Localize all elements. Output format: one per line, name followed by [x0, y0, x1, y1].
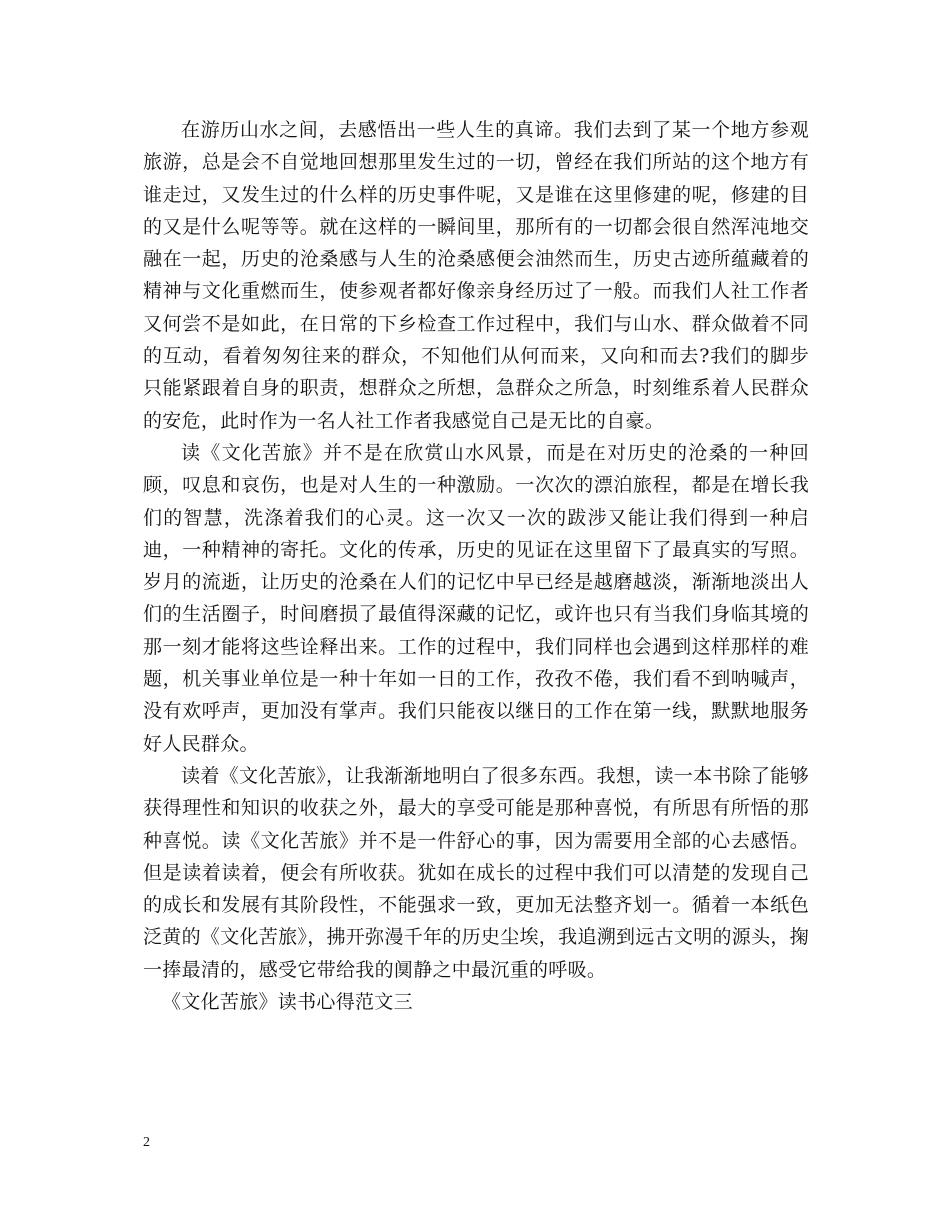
document-body [143, 114, 809, 1018]
page-number: 2 [143, 1135, 150, 1150]
section-subheading: 《文化苦旅》读书心得范文三 [162, 991, 413, 1014]
paragraph-3: 读着《文化苦旅》，让我渐渐地明白了很多东西。我想，读一本书除了能够获得理性和知识的收获之外，最大的享受可能是那种喜悦，有所思有所悟的那种喜悦。读《文化苦旅》并不是一件舒心的事，因为需要用全部的心去感悟。但是读着读着，便会有所收获。犹如在成长的过程中我们可以清楚的发现自己的成长和发展有其阶段性，不能强求一致，更加无法整齐划一。循着一本纸色泛黄的《文化苦旅》，拂开弥漫千年的历史尘埃，我追溯到远古文明的源头，掬一捧最清的，感受它带给我的阒静之中最沉重的呼吸。 [143, 764, 810, 981]
paragraph-2: 读《文化苦旅》并不是在欣赏山水风景，而是在对历史的沧桑的一种回顾，叹息和哀伤，也是对人生的一种激励。一次次的漂泊旅程，都是在增长我们的智慧，洗涤着我们的心灵。这一次又一次的跋涉又能让我们得到一种启迪，一种精神的寄托。文化的传承，历史的见证在这里留下了最真实的写照。岁月的流逝，让历史的沧桑在人们的记忆中早已经是越磨越淡，渐渐地淡出人们的生活圈子，时间磨损了最值得深藏的记忆，或许也只有当我们身临其境的那一刻才能将这些诠释出来。工作的过程中，我们同样也会遇到这样那样的难题，机关事业单位是一种十年如一日的工作，孜孜不倦，我们看不到呐喊声，没有欢呼声，更加没有掌声。我们只能夜以继日的工作在第一线，默默地服务好人民群众。 [143, 441, 809, 755]
paragraph-1: 在游历山水之间，去感悟出一些人生的真谛。我们去到了某一个地方参观旅游，总是会不自觉地回想那里发生过的一切，曾经在我们所站的这个地方有谁走过，又发生过的什么样的历史事件呢，又是谁在这里修建的呢，修建的目的又是什么呢等等。就在这样的一瞬间里，那所有的一切都会很自然浑沌地交融在一起，历史的沧桑感与人生的沧桑感便会油然而生，历史古迹所蕴藏着的精神与文化重燃而生，使参观者都好像亲身经历过了一般。而我们人社工作者又何尝不是如此，在日常的下乡检查工作过程中，我们与山水、群众做着不同的互动，看着匆匆往来的群众，不知他们从何而来，又向和而去?我们的脚步只能紧跟着自身的职责，想群众之所想，急群众之所急，时刻维系着人民群众的安危，此时作为一名人社工作者我感觉自己是无比的自豪。 [143, 119, 809, 432]
